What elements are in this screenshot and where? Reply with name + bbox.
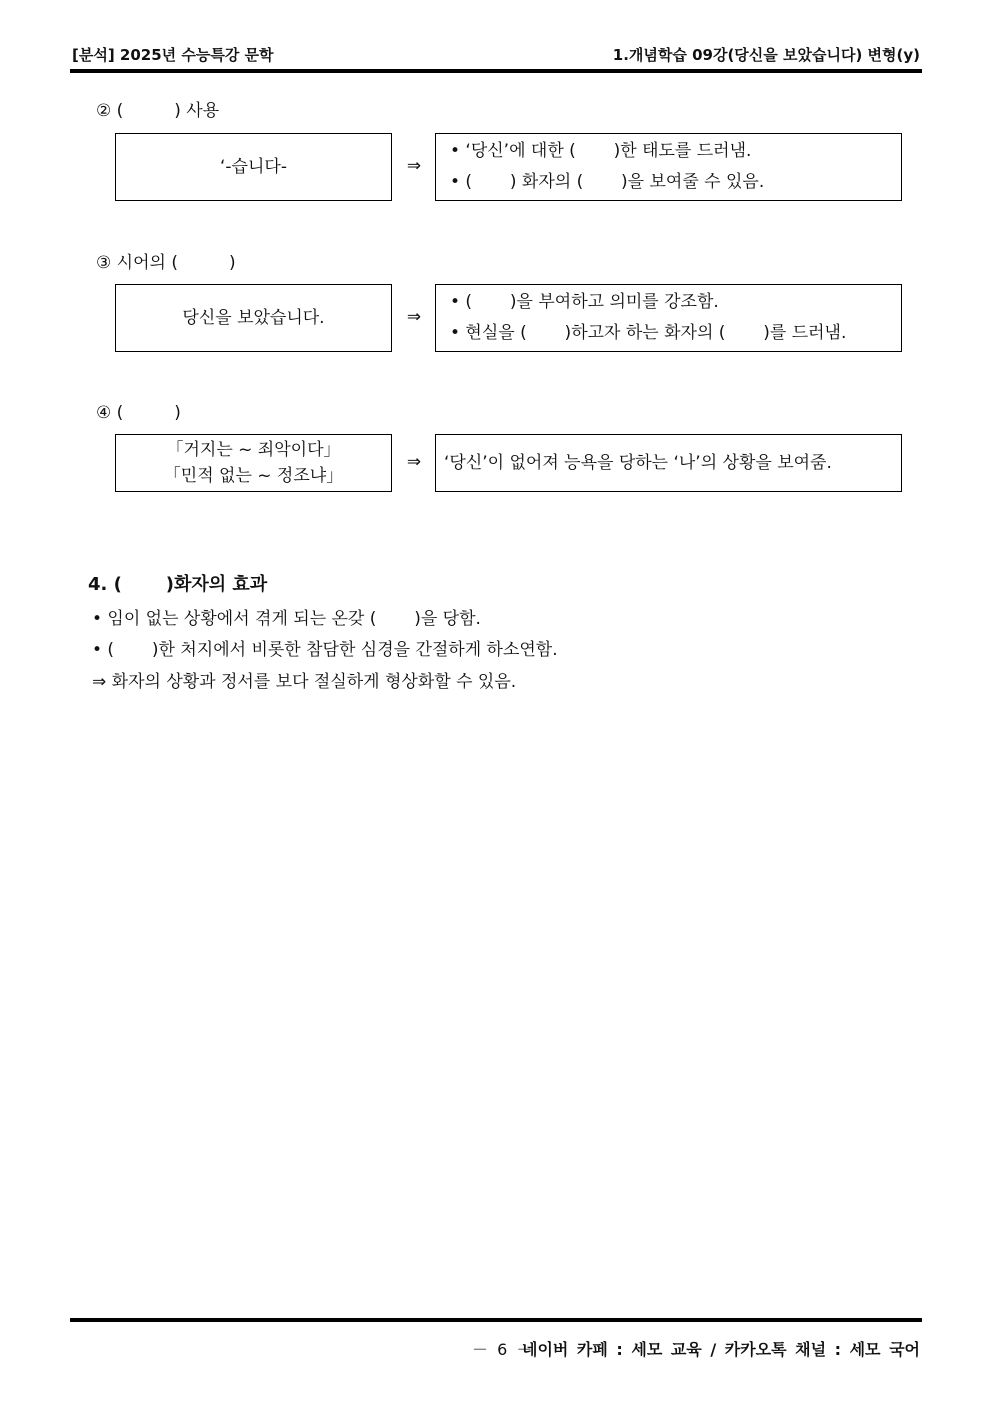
section-3-right-line-2: • 현실을 ( )하고자 하는 화자의 ( )를 드러냄. bbox=[450, 323, 847, 343]
section-3-heading: ③ 시어의 ( ) bbox=[96, 253, 236, 273]
section-2-right-line-2: • ( ) 화자의 ( )을 보여줄 수 있음. bbox=[450, 172, 765, 192]
section-3-right-box bbox=[435, 284, 902, 352]
section-2-right-box bbox=[435, 133, 902, 201]
bottom-rule bbox=[70, 1318, 922, 1322]
footer-contact: 네이버 카페 : 세모 교육 / 카카오톡 채널 : 세모 국어 bbox=[521, 1340, 920, 1359]
section-2-right-line-1: • ‘당신’에 대한 ( )한 태도를 드러냄. bbox=[450, 141, 752, 161]
section-4-left-box bbox=[115, 434, 392, 492]
section-3-right-line-1: • ( )을 부여하고 의미를 강조함. bbox=[450, 292, 719, 312]
section-4-left-line-2: 「민적 없는 ~ 정조냐」 bbox=[163, 466, 344, 486]
section-4-left-line-1: 「거지는 ~ 죄악이다」 bbox=[166, 440, 341, 460]
section-3-left-box bbox=[115, 284, 392, 352]
section-2-heading: ② ( ) 사용 bbox=[96, 101, 220, 121]
speaker-effect-line-2: • ( )한 처지에서 비롯한 참담한 심경을 간절하게 하소연함. bbox=[92, 640, 558, 660]
section-2-left-box bbox=[115, 133, 392, 201]
section-4-arrow: ⇒ bbox=[406, 452, 422, 472]
page-number: － 6 － bbox=[472, 1340, 535, 1359]
speaker-effect-line-1: • 임이 없는 상황에서 겪게 되는 온갖 ( )을 당함. bbox=[92, 609, 481, 629]
header-subtitle: 1.개념학습 09강(당신을 보았습니다) 변형(y) bbox=[612, 46, 920, 64]
section-4-heading: ④ ( ) bbox=[96, 403, 181, 423]
section-3-left-text: 당신을 보았습니다. bbox=[182, 308, 325, 328]
section-4-right-line-1: ‘당신’이 없어져 능욕을 당하는 ‘나’의 상황을 보여줌. bbox=[444, 452, 832, 473]
top-rule bbox=[70, 69, 922, 73]
speaker-effect-title: 4. ( )화자의 효과 bbox=[88, 574, 268, 595]
section-4-right-box bbox=[435, 434, 902, 492]
header-title: [분석] 2025년 수능특강 문학 bbox=[72, 46, 274, 64]
section-3-arrow: ⇒ bbox=[406, 307, 422, 327]
section-2-left-text: ‘-습니다- bbox=[220, 157, 287, 177]
section-2-arrow: ⇒ bbox=[406, 156, 422, 176]
speaker-effect-line-3: ⇒ 화자의 상황과 정서를 보다 절실하게 형상화할 수 있음. bbox=[92, 672, 517, 692]
